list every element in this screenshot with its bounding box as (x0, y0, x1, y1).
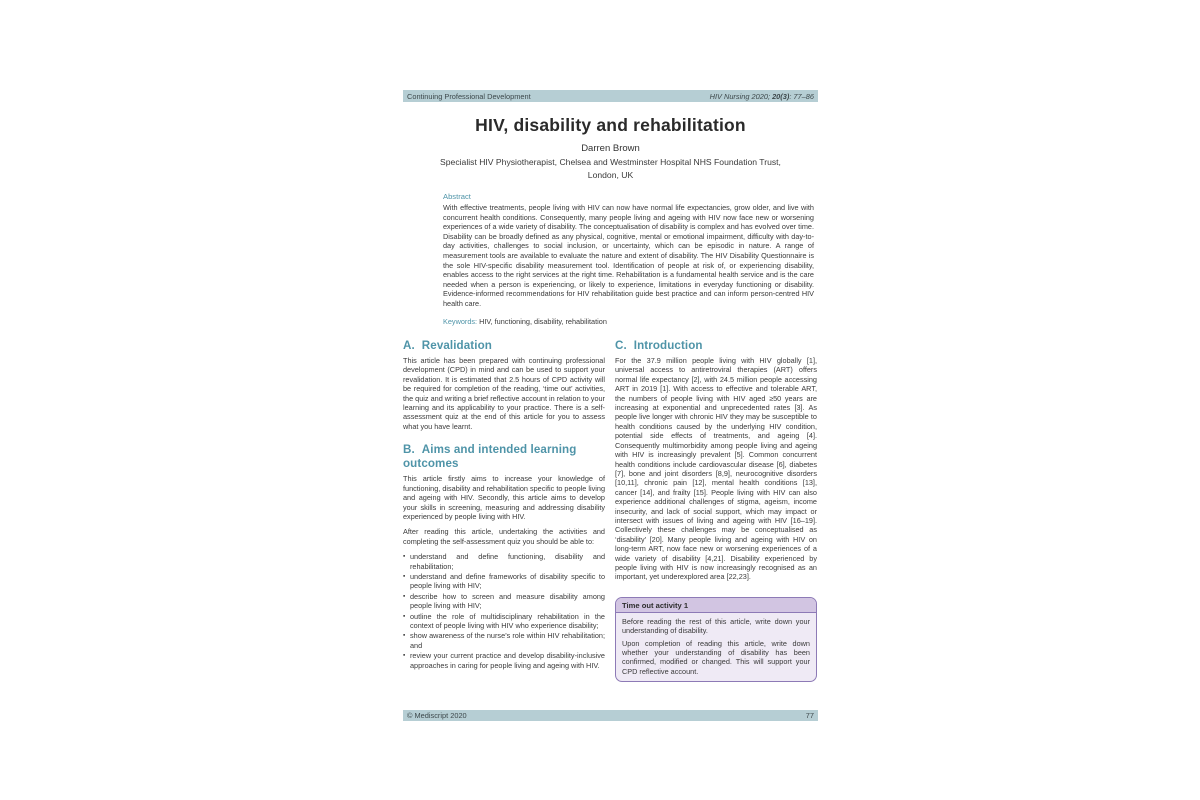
affiliation-line-2: London, UK (587, 169, 634, 180)
section-heading-revalidation (403, 339, 605, 353)
list-item (403, 612, 605, 631)
section-prefix: A. (403, 338, 415, 352)
section-title: Introduction (633, 338, 703, 352)
time-out-paragraph-2: Upon completion of reading this article, write down whether your understanding of disability has been confirmed, modified or changed. This will support your CPD reflective account. (622, 638, 810, 676)
list-item (403, 572, 605, 591)
time-out-activity-box (615, 597, 817, 682)
learning-outcomes-list (403, 552, 605, 670)
list-item-text: describe how to screen and measure disability among people living with HIV; (410, 591, 605, 611)
author-name: Darren Brown (581, 143, 640, 154)
list-item (403, 552, 605, 571)
author-affiliation (403, 156, 818, 181)
copyright-text: © Mediscript 2020 (407, 711, 467, 720)
abstract-label: Abstract (443, 192, 471, 201)
introduction-paragraph: For the 37.9 million people living with HIV globally [1], universal access to antiretroviral therapies (ART) offers normal life expectancy [2], with 24.5 million people accessing ART in 2019 [1]. With access to effective and tolerable ART, the numbers of people living with HIV aged ≥50 years are increasing at exponential and unprecedented rates [3]. As people live longer with chronic HIV they may be susceptible to health conditions caused by the underlying HIV condition, potential side effects of treatments, and ageing [4]. Consequently multimorbidity among people living and ageing with HIV is increasingly prevalent [5]. Common concurrent health conditions include cardiovascular disease [6], diabetes [7], bone and joint disorders [8,9], neurocognitive disorders [10,11], chronic pain [12], mental health conditions [13], cancer [14], and frailty [15]. People living with HIV can also experience additional challenges of stigma, ageism, income insecurity, and lack of social support, which may impact or intersect with issues of living and ageing with HIV [16–19]. Collectively these challenges may be conceptualised as ‘disability’ [20]. Many people living and ageing with HIV on long-term ART, now face new or worsening experiences of a wide variety of disability [4,21]. Disability experienced by people living with HIV is now increasingly recognised as an important, yet underexplored area [22,23]. (615, 356, 817, 582)
keywords-line (443, 317, 814, 326)
article-page (403, 90, 818, 722)
header-section-label: Continuing Professional Development (407, 91, 531, 101)
revalidation-paragraph: This article has been prepared with continuing professional development (CPD) in mind and can be used to support your revalidation. It is estimated that 2.5 hours of CPD activity will be required for completion of the reading, ‘time out’ activities, the quiz and writing a brief reflective account in relation to your learning and its applicability to your practice. There is a self-assessment quiz at the end of this article for you to assess what you have learnt. (403, 356, 605, 431)
list-item-text: understand and define frameworks of disability specific to people living with HIV; (410, 571, 605, 591)
journal-reference-prefix: HIV Nursing 2020; (709, 91, 773, 101)
two-column-body (403, 339, 818, 683)
time-out-activity-body (616, 613, 816, 681)
journal-footer-bar (403, 710, 818, 721)
right-column (615, 339, 817, 683)
bullet-icon: ▪ (403, 612, 406, 620)
list-item-text: understand and define functioning, disability and rehabilitation; (410, 552, 605, 571)
bullet-icon: ▪ (403, 652, 406, 660)
affiliation-line-1: Specialist HIV Physiotherapist, Chelsea and Westminster Hospital NHS Foundation Trust, (440, 157, 781, 167)
section-heading-introduction (615, 339, 817, 353)
abstract-section (443, 192, 814, 326)
bullet-icon: ▪ (403, 572, 406, 580)
section-prefix: B. (403, 443, 415, 457)
journal-reference (710, 92, 814, 101)
list-item (403, 592, 605, 611)
list-item (403, 631, 605, 650)
time-out-paragraph-1: Before reading the rest of this article, write down your understanding of disability. (622, 616, 810, 636)
time-out-activity-title: Time out activity 1 (616, 598, 816, 613)
section-prefix: C. (615, 338, 627, 352)
bullet-icon: ▪ (403, 592, 406, 600)
section-heading-aims (403, 443, 605, 470)
left-column (403, 339, 605, 683)
journal-header-bar (403, 90, 818, 102)
section-title: Aims and intended learning outcomes (403, 443, 577, 470)
list-item-text: review your current practice and develop disability-inclusive approaches in caring for people living and ageing with HIV. (410, 651, 605, 670)
list-item (403, 651, 605, 670)
page-number: 77 (805, 711, 814, 720)
bullet-icon: ▪ (403, 553, 406, 561)
bullet-icon: ▪ (403, 632, 406, 640)
keywords-text: HIV, functioning, disability, rehabilitation (479, 316, 607, 326)
list-item-text: show awareness of the nurse’s role within HIV rehabilitation; and (410, 631, 605, 650)
journal-reference-pages: : 77–86 (789, 91, 814, 101)
aims-paragraph-1: This article firstly aims to increase your knowledge of functioning, disability and rehabilitation specific to people living and ageing with HIV. Secondly, this article aims to develop your skills in screening, measuring and addressing disability experienced by people living with HIV. (403, 474, 606, 521)
section-title: Revalidation (421, 338, 492, 352)
article-title: HIV, disability and rehabilitation (475, 115, 746, 135)
aims-paragraph-2: After reading this article, undertaking the activities and completing the self-assessment quiz you should be able to: (403, 527, 605, 546)
abstract-text: With effective treatments, people living with HIV can now have normal life expectancies, grow older, and live with concurrent health conditions. Consequently, many people living and ageing with HIV now face new or worsening experiences of a wide variety of disability. The conceptualisation of disability is complex and has evolved over time. Disability can be broadly defined as any physical, cognitive, mental or emotional impairment, difficulty with day-to-day activities, challenges to social inclusion, or uncertainty, which can be episodic in nature. A range of measurement tools are available to evaluate the nature and extent of disability. The HIV Disability Questionnaire is the sole HIV-specific disability measurement tool. Identification of people at risk of, or experiencing disability, enables access to the right services at the right time. Rehabilitation is a fundamental health service and is the care needed when a person is experiencing, or likely to experience, limitations in everyday functioning or disability. Evidence-informed recommendations for HIV rehabilitation guide best practice and can inform person-centred HIV health care. (443, 203, 814, 308)
journal-reference-issue: 20(3) (772, 91, 790, 101)
keywords-label: Keywords: (443, 316, 478, 326)
list-item-text: outline the role of multidisciplinary rehabilitation in the context of people living with HIV who experience disability; (410, 611, 605, 630)
